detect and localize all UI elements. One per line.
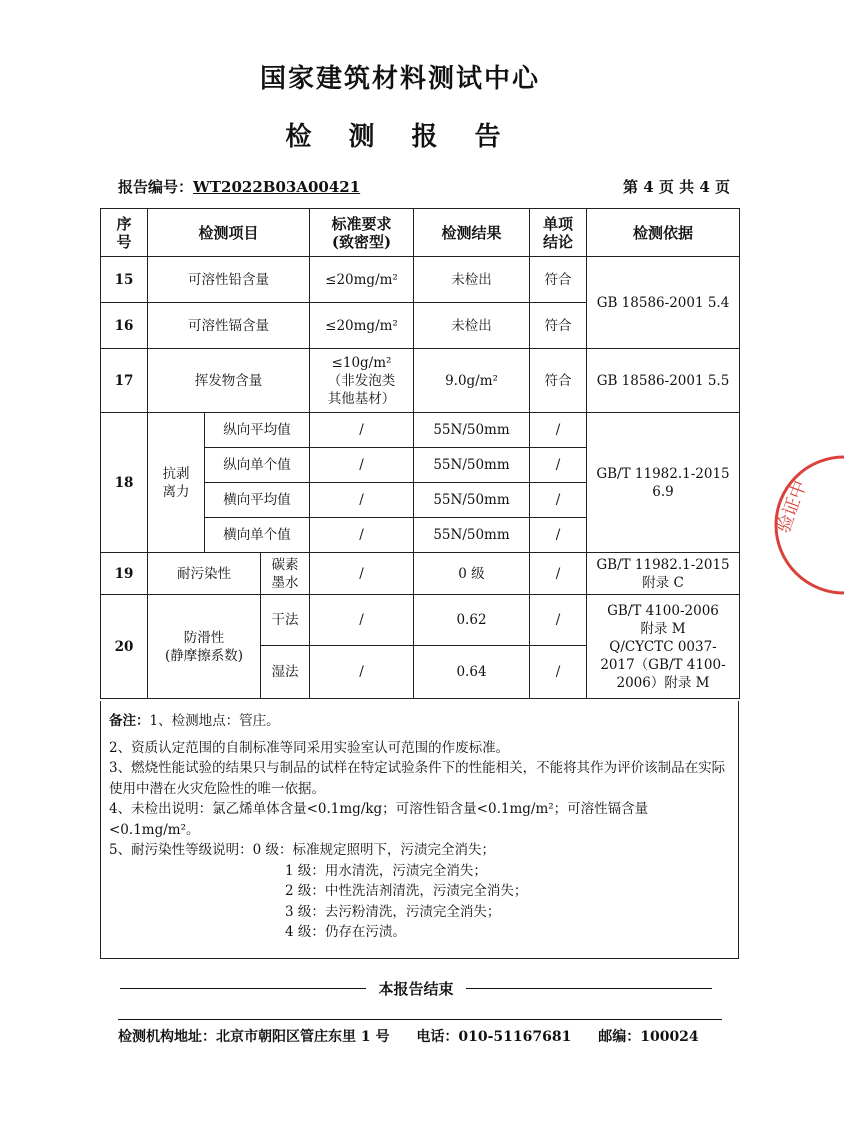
header-item: 检测项目 [148,209,310,257]
table-row: 18 抗剥 离力 纵向平均值 / 55N/50mm / GB/T 11982.1-2015 6.9 [101,413,740,448]
header-conclusion: 单项 结论 [530,209,587,257]
red-seal-stamp [764,450,844,600]
footer-address: 检测机构地址：北京市朝阳区管庄东里 1 号 [118,1029,390,1045]
peel-group-label: 抗剥 离力 [148,413,205,553]
remarks-section: 备注：1、检测地点：管庄。 2、资质认定范围的自制标准等同采用实验室认可范围的作废标准。 3、燃烧性能试验的结果只与制品的试样在特定试验条件下的性能相关，不能将其作为评价该制品在实际使用中潜在火灾危险性的唯一依据。 4、未检出说明：氯乙烯单体含量<0.1mg/kg；可溶性铅含量<0.1mg/m²；可溶性镉含量<0.1mg/m²。 5、耐污染性等级说明：0 级：标准规定照明下，污渍完全消失； 1 级：用水清洗，污渍完全消失； 2 级：中性洗洁剂清洗，污渍完全消失； 3 级：去污粉清洗，污渍完全消失； 4 级：仍存在污渍。 [100,701,739,959]
doc-title: 检 测 报 告 [285,122,515,152]
report-end [120,978,712,999]
basis-15-16: GB 18586-2001 5.4 [587,257,740,349]
header-no: 序 号 [101,209,148,257]
table-row: 横向平均值 / 55N/50mm / [101,483,740,518]
table-row: 横向单个值 / 55N/50mm / [101,518,740,553]
table-row: 20 防滑性 (静摩擦系数) 干法 / 0.62 / GB/T 4100-2006 附录 M Q/CYCTC 0037- 2017（GB/T 4100- 2006）附录 M [101,595,740,646]
end-text: 本报告结束 [378,980,454,998]
report-number-label: 报告编号： [118,178,194,196]
results-table [100,208,740,699]
footer-phone: 电话：010-51167681 [416,1029,572,1045]
table-row: 16 可溶性镉含量 ≤20mg/m² 未检出 符合 [101,303,740,349]
page-info: 第 4 页 共 4 页 [623,178,730,196]
stamp-text: 验证中 [772,477,812,536]
header-standard: 标准要求 (致密型) [310,209,414,257]
org-title: 国家建筑材料测试中心 [259,64,540,94]
table-row: 湿法 / 0.64 / [101,646,740,699]
header-basis: 检测依据 [587,209,740,257]
table-row: 纵向单个值 / 55N/50mm / [101,448,740,483]
report-number [118,176,360,197]
report-number-value: WT2022B03A00421 [193,178,361,196]
table-row: 17 挥发物含量 ≤10g/m² （非发泡类 其他基材） 9.0g/m² 符合 GB 18586-2001 5.5 [101,349,740,413]
end-rule-left [120,988,366,989]
slip-group-label: 防滑性 (静摩擦系数) [148,595,261,699]
table-header-row [101,209,740,257]
table-row: 15 可溶性铅含量 ≤20mg/m² 未检出 符合 GB 18586-2001 5.4 [101,257,740,303]
footer-postcode: 邮编：100024 [598,1029,699,1045]
footer [118,1026,699,1046]
footer-divider [118,1019,722,1020]
end-rule-right [466,988,712,989]
table-row: 19 耐污染性 碳素 墨水 / 0 级 / GB/T 11982.1-2015 附录 C [101,553,740,595]
remarks-label: 备注： [109,713,150,729]
header-result: 检测结果 [414,209,530,257]
